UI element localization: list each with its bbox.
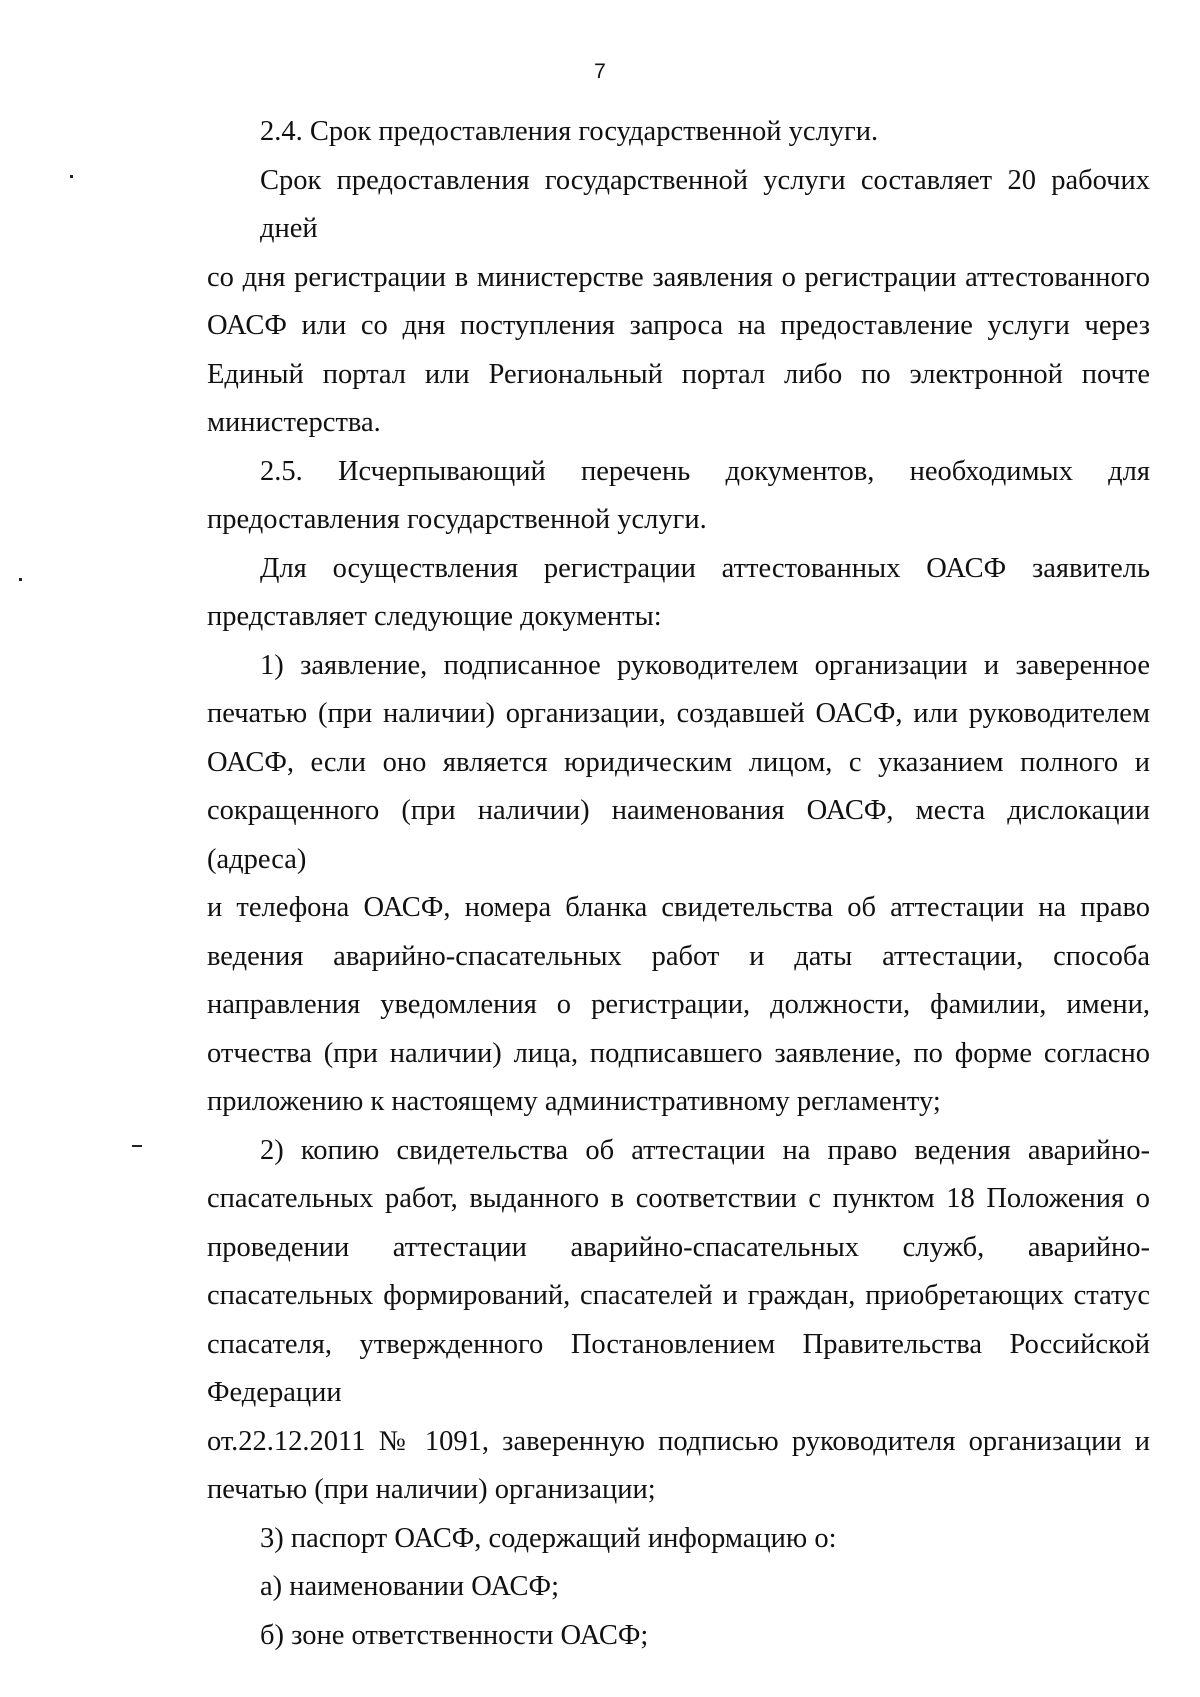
text-line: печатью (при наличии) организации, создавшей ОАСФ, или руководителем bbox=[207, 698, 1150, 729]
text-line: Единый портал или Региональный портал либо по электронной почте bbox=[207, 358, 1150, 390]
text-line: приложению к настоящему административному регламенту; bbox=[207, 1086, 941, 1117]
list-subitem-a bbox=[207, 1563, 1150, 1612]
text-line: печатью (при наличии) организации; bbox=[207, 1474, 656, 1505]
text-line: проведении аттестации аварийно-спасательных служб, аварийно- bbox=[207, 1231, 1150, 1263]
text-line: Федерации bbox=[207, 1377, 342, 1408]
text-line: представляет следующие документы: bbox=[207, 601, 662, 632]
text-line: от.22.12.2011 № 1091, заверенную подписью руководителя организации и bbox=[207, 1425, 1150, 1457]
text-line: спасательных формирований, спасателей и граждан, приобретающих статус bbox=[207, 1280, 1150, 1311]
text-line: отчества (при наличии) лица, подписавшего заявление, по форме согласно bbox=[207, 1037, 1150, 1069]
list-item-2 bbox=[207, 1127, 1150, 1418]
paragraph-service-term bbox=[207, 157, 1150, 448]
text-line: предоставления государственной услуги. bbox=[207, 504, 707, 535]
text-line: б) зоне ответственности ОАСФ; bbox=[260, 1619, 649, 1651]
text-line: направления уведомления о регистрации, должности, фамилии, имени, bbox=[207, 989, 1150, 1020]
text-line: 1) заявление, подписанное руководителем организации и заверенное bbox=[260, 649, 1150, 681]
text-line: 2) копию свидетельства об аттестации на право ведения аварийно- bbox=[260, 1134, 1150, 1166]
text-line: Для осуществления регистрации аттестованных ОАСФ заявитель bbox=[260, 552, 1150, 584]
text-line: а) наименовании ОАСФ; bbox=[260, 1571, 559, 1602]
list-item-2-continuation bbox=[207, 1418, 1150, 1515]
text-line: 2.5. Исчерпывающий перечень документов, необходимых для bbox=[260, 455, 1150, 487]
list-item-3 bbox=[207, 1515, 1150, 1564]
scan-mark bbox=[70, 175, 73, 178]
document-body bbox=[207, 108, 1150, 1660]
section-heading-2-4 bbox=[207, 108, 1150, 157]
scan-mark bbox=[132, 1145, 142, 1147]
text-line: спасательных работ, выданного в соответствии с пунктом 18 Положения о bbox=[207, 1183, 1150, 1214]
text-line: 2.4. Срок предоставления государственной услуги. bbox=[260, 116, 879, 147]
text-line: со дня регистрации в министерстве заявления о регистрации аттестованного bbox=[207, 261, 1150, 293]
text-line: Срок предоставления государственной услуги составляет 20 рабочих дней bbox=[260, 164, 1150, 244]
list-item-1 bbox=[207, 642, 1150, 1127]
page-number: 7 bbox=[594, 60, 606, 83]
scan-mark bbox=[19, 578, 22, 581]
text-line: и телефона ОАСФ, номера бланка свидетельства об аттестации на право bbox=[207, 892, 1150, 923]
paragraph-documents-intro bbox=[207, 545, 1150, 642]
text-line: ОАСФ, если оно является юридическим лицом, с указанием полного и bbox=[207, 746, 1150, 778]
section-heading-2-5 bbox=[207, 448, 1150, 545]
text-line: спасателя, утвержденного Постановлением Правительства Российской bbox=[207, 1328, 1150, 1360]
list-subitem-b bbox=[207, 1612, 1150, 1661]
text-line: ведения аварийно-спасательных работ и даты аттестации, способа bbox=[207, 940, 1150, 972]
text-line: 3) паспорт ОАСФ, содержащий информацию о: bbox=[260, 1522, 837, 1554]
text-line: ОАСФ или со дня поступления запроса на предоставление услуги через bbox=[207, 310, 1150, 341]
text-line: министерства. bbox=[207, 407, 381, 438]
text-line: сокращенного (при наличии) наименования ОАСФ, места дислокации (адреса) bbox=[207, 795, 1150, 875]
